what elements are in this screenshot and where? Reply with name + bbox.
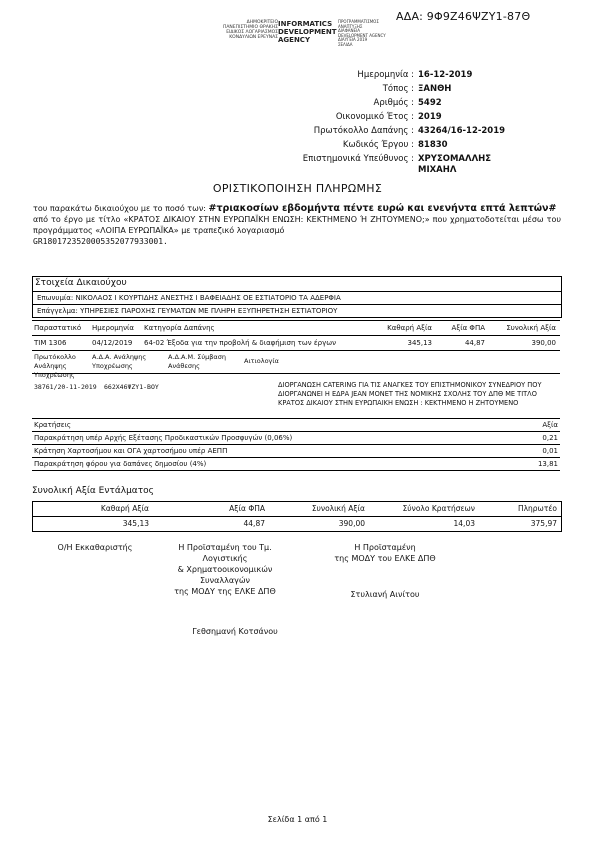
summary-title: Συνολική Αξία Εντάλματος <box>32 486 154 496</box>
info-row-project-code: Κωδικός Έργου : 81830 <box>342 140 448 150</box>
page-number: Σελίδα 1 από 1 <box>267 815 328 824</box>
ada-code: ΑΔΑ: 9Φ9Ζ46ΨΖΥ1-87Θ <box>396 10 531 23</box>
table-row: Παρακράτηση υπέρ Αρχής Εξέτασης Προδικαστικών Προσφυγών (0,06%) 0,21 <box>32 432 560 445</box>
iban: GR1801723520005352077933001. <box>33 237 168 246</box>
signature-head-accounting-name: Γεθσημανή Κοτσάνου <box>192 627 278 636</box>
page-title: ΟΡΙΣΤΙΚΟΠΟΙΗΣΗ ΠΛΗΡΩΜΗΣ <box>212 182 383 195</box>
beneficiary-name-row: Επωνυμία: ΝΙΚΟΛΑΟΣ Ι ΚΟΥΡΤΙΔΗΣ ΑΝΕΣΤΗΣ Ι ΒΑΦΕΙΑΔΗΣ ΟΕ ΕΣΤΙΑΤΟΡΙΟ ΤΑ ΑΔΕΡΦΙΑ <box>33 292 561 305</box>
info-row-protocol: Πρωτόκολλο Δαπάνης : 43264/16-12-2019 <box>313 126 506 136</box>
summary-table <box>32 501 562 532</box>
info-row-number: Αριθμός : 5492 <box>373 98 442 108</box>
table-row: ΤΙΜ 1306 04/12/2019 64-02 Έξοδα για την προβολή & διαφήμιση των έργων 345,13 44,87 390,00 <box>32 336 560 351</box>
deductions-header-row: Κρατήσεις Αξία <box>32 419 560 432</box>
signature-clearing: Ο/Η Εκκαθαριστής <box>57 543 133 552</box>
beneficiary-box <box>32 276 562 318</box>
amount-in-words: #τριακοσίων εβδομήντα πέντε ευρώ και ενενήντα επτά λεπτών# <box>208 203 557 214</box>
signature-head-name: Στυλιανή Αινίτου <box>350 590 420 599</box>
informatics-logo: INFORMATICS DEVELOPMENT AGENCY <box>278 20 337 44</box>
signature-head: Η Προϊσταμένη της ΜΟΔΥ του ΕΛΚΕ ΔΠΘ <box>334 543 436 563</box>
table-row: 38761/20-11-2019 662Χ46ΨΖΥ1-ΒΟΥ ΔΙΟΡΓΑΝΩΣΗ CATERING ΓΙΑ ΤΙΣ ΑΝΑΓΚΕΣ ΤΟΥ ΕΠΙΣΤΗΜΟΝΙΚΟΥ ΣΥΝΕΔΡΙΟΥ ΠΟΥ ΔΙΟΡΓΑΝΩΝΕΙ Η ΕΔΡΑ JEAN MONET ΤΗΣ ΝΟΜΙΚΗΣ ΣΧΟΛΗΣ ΤΟΥ ΔΠΘ ΜΕ ΤΙΤΛΟ ΚΡΑΤΟΣ ΔΙΚΑΙΟΥ ΣΤΗΝ ΕΥΡΩΠΑΙΚΗ ΕΝΩΣΗ : ΚΕΚΤΗΜΕΝΟ Η ΖΗΤΟΥΜΕΝΟ <box>32 374 560 419</box>
table-row: Παρακράτηση φόρου για δαπάνες δημοσίου (4%) 13,81 <box>34 460 558 468</box>
info-row-fiscal-year: Οικονομικό Έτος : 2019 <box>335 112 442 122</box>
summary-values-row: 345,13 44,87 390,00 14,03 375,97 <box>33 516 561 531</box>
commitment-header-row: Πρωτόκολλο Ανάληψης Υποχρέωσης Α.Δ.Α. Ανάληψης Υποχρέωσης Α.Δ.Α.Μ. Σύμβαση Ανάθεσης Αιτιολογία <box>32 351 560 374</box>
beneficiary-profession-row: Επάγγελμα: ΥΠΗΡΕΣΙΕΣ ΠΑΡΟΧΗΣ ΓΕΥΜΑΤΩΝ ΜΕ ΠΛΗΡΗ ΕΞΥΠΗΡΕΤΗΣΗ ΕΣΤΙΑΤΟΡΙΟΥ <box>37 307 338 315</box>
beneficiary-heading: Στοιχεία Δικαιούχου <box>33 277 561 292</box>
info-row-scientific-lead: Επιστημονικά Υπεύθυνος : ΧΡΥΣΟΜΑΛΛΗΣ ΜΙΧΑΗΛ <box>302 154 492 175</box>
university-logo-text: ΔΗΜΟΚΡΙΤΕΙΟ ΠΑΝΕΠΙΣΤΗΜΙΟ ΘΡΑΚΗΣ ΕΙΔΙΚΟΣ ΛΟΓΑΡΙΑΣΜΟΣ ΚΟΝΔΥΛΙΩΝ ΕΡΕΥΝΑΣ <box>222 20 278 40</box>
payment-header-row: Παραστατικό Ημερομηνία Κατηγορία Δαπάνης Καθαρή Αξία Αξία ΦΠΑ Συνολική Αξία <box>32 321 560 336</box>
summary-header-row: Καθαρή Αξία Αξία ΦΠΑ Συνολική Αξία Σύνολο Κρατήσεων Πληρωτέο <box>100 504 557 513</box>
info-row-date: Ημερομηνία : 16-12-2019 <box>357 70 473 80</box>
info-row-place: Τόπος : ΞΑΝΘΗ <box>382 84 452 94</box>
signature-head-accounting: Η Προϊσταμένη του Τμ. Λογιστικής & Χρηματοοικονομικών Συναλλαγών της ΜΟΔΥ της ΕΛΚΕ ΔΠΘ <box>174 543 276 596</box>
payment-table <box>32 320 560 471</box>
payment-description: του παρακάτω δικαιούχου με το ποσό των: #τριακοσίων εβδομήντα πέντε ευρώ και ενενήντα επτά λεπτών# από το έργο με τίτλο «ΚΡΑΤΟΣ ΔΙΚΑΙΟΥ ΣΤΗΝ ΕΥΡΩΠΑΪΚΗ ΕΝΩΣΗ: ΚΕΚΤΗΜΕΝΟ Ή ΖΗΤΟΥΜΕΝΟ;» που χρηματοδοτείται μέσω του προγράμματος «ΛΟΙΠΑ ΕΥΡΩΠΑΪΚΑ» με τραπεζικό λογαριασμό GR1801723520005352077933001. <box>33 203 561 246</box>
diavgeia-stamp: ΠΡΟΓΡΑΜΜΑΤΙΣΜΟΣ ΑΝΑΠΤΥΞΗΣ ΔΙΑΦΑΝΕΙΑ DEVELOPMENT AGENCY ΔΙΑΥΓΕΙΑ 2019 ΣΕΛΙΔΑ <box>338 19 386 47</box>
document-info <box>300 70 570 180</box>
table-row: Κράτηση Χαρτοσήμου και ΟΓΑ χαρτοσήμου υπέρ ΑΕΠΠ 0,01 <box>32 445 560 458</box>
